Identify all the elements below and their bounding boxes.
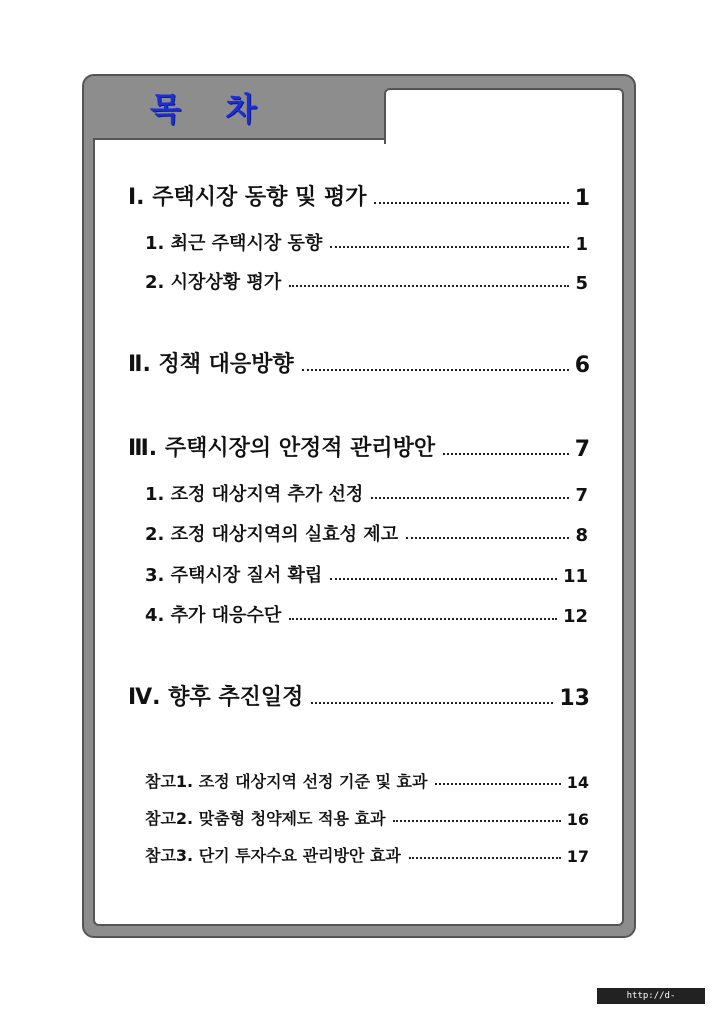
toc-entry-page: 7 (575, 485, 588, 506)
toc-entry-label: 2. 조정 대상지역의 실효성 제고 (145, 524, 399, 545)
toc-entry-page: 8 (575, 525, 588, 546)
leader-dots (311, 702, 553, 704)
leader-dots (374, 202, 568, 204)
leader-dots (435, 783, 560, 785)
toc-entry[interactable] (145, 806, 589, 829)
toc-entry-page: 1 (574, 186, 590, 211)
watermark: http://d-ace.tistory.com (597, 988, 705, 1004)
toc-entry-label: Ⅱ. 정책 대응방향 (128, 352, 294, 377)
toc-entry[interactable] (145, 268, 588, 294)
toc-entry-label: 2. 시장상황 평가 (145, 272, 282, 293)
page-title: 목 차 (150, 90, 257, 128)
toc-entry-page: 6 (574, 353, 590, 378)
leader-dots (289, 285, 569, 287)
toc-entry-label: 참고2. 맞춤형 청약제도 적용 효과 (145, 809, 386, 828)
leader-dots (406, 537, 569, 539)
toc-entry-page: 12 (562, 606, 588, 627)
toc-entry[interactable] (128, 431, 590, 462)
toc-entry[interactable] (145, 480, 588, 506)
toc-entry[interactable] (145, 601, 588, 627)
toc-entry[interactable] (145, 769, 589, 792)
leader-dots (330, 246, 569, 248)
toc-entry-page: 14 (566, 773, 589, 792)
leader-dots (443, 453, 569, 455)
toc-entry-page: 17 (566, 847, 589, 866)
toc-entry[interactable] (145, 520, 588, 546)
toc-entry-label: Ⅲ. 주택시장의 안정적 관리방안 (128, 436, 436, 461)
toc-entry-page: 1 (575, 234, 588, 255)
leader-dots (289, 618, 557, 620)
toc-entry-page: 16 (566, 810, 589, 829)
toc-entry-label: 1. 최근 주택시장 동향 (145, 233, 323, 254)
toc-entry-page: 13 (559, 686, 590, 711)
toc-entry[interactable] (128, 680, 590, 711)
leader-dots (302, 369, 569, 371)
toc-entry-label: Ⅰ. 주택시장 동향 및 평가 (128, 185, 367, 210)
leader-dots (393, 820, 560, 822)
toc-entry[interactable] (145, 843, 589, 866)
toc-entry-page: 7 (574, 437, 590, 462)
toc-divider (93, 138, 386, 140)
toc-entry-label: Ⅳ. 향후 추진일정 (128, 685, 304, 710)
toc-entry-label: 참고3. 단기 투자수요 관리방안 효과 (145, 846, 401, 865)
toc-entry-label: 참고1. 조정 대상지역 선정 기준 및 효과 (145, 772, 428, 791)
toc-entry-label: 1. 조정 대상지역 추가 선정 (145, 484, 364, 505)
toc-entry[interactable] (145, 561, 588, 587)
toc-entry[interactable] (145, 229, 588, 255)
toc-entry-label: 4. 추가 대응수단 (145, 605, 282, 626)
leader-dots (330, 578, 557, 580)
toc-entry[interactable] (128, 347, 590, 378)
toc-entry-label: 3. 주택시장 질서 확립 (145, 565, 323, 586)
toc-entry[interactable] (128, 180, 590, 211)
toc-entry-page: 5 (575, 273, 588, 294)
leader-dots (409, 857, 561, 859)
toc-panel-tab (384, 88, 624, 144)
toc-entry-page: 11 (562, 566, 588, 587)
leader-dots (371, 497, 569, 499)
